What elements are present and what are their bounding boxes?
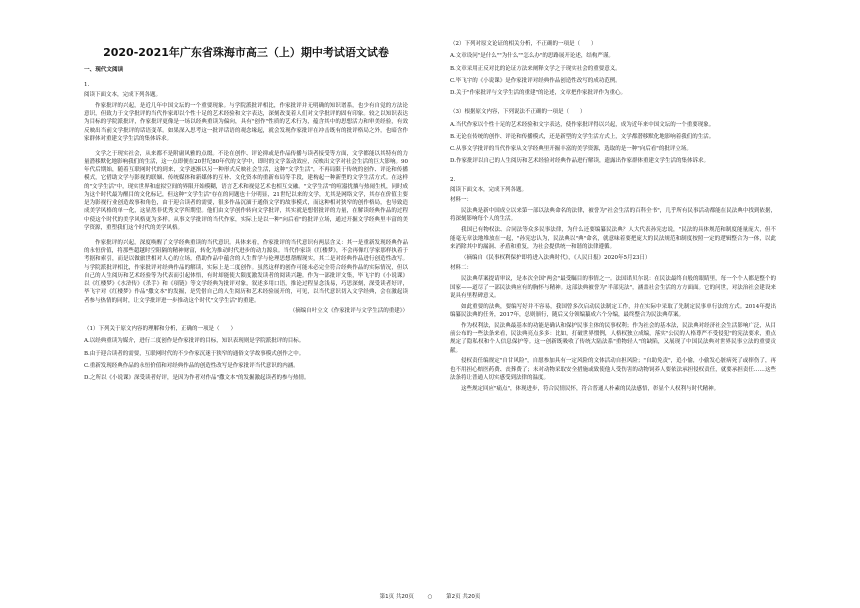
material-source: （摘编自《民事权利保护即将进入法典时代》，《人民日报》2020年5月23日） [461,254,651,261]
option-c[interactable]: C.重新发现经典作品的永恒价值和对经典作品的创造性改写是作家批评当代意识的内涵。 [84,362,299,369]
material-label: 材料二： [450,265,473,272]
page-divider-icon: ○ [427,594,433,600]
page-number-right: 第2页 共20页 [446,594,481,600]
option-c[interactable]: C.从事文学批评的当代作家从文学经典里开掘丰富的美学资源，选取的是一种"向后看"的批评立场。 [450,146,692,152]
right-page [427,0,860,608]
material-paragraph: 这些规定回应"痛点"，体现进步，符合民情民怀，符合普通人朴素的民法感悟，彰显个人权利与时代精神。 [461,385,720,392]
option-a[interactable]: A.当代作家以个性十足的艺术经验和文字表达，使作家批评得以兴起，成为近年来中国文坛的一个重要现象。 [450,121,715,128]
passage-source: （摘编自叶立文《作家批评与文学生活的重建》） [289,308,408,315]
page-number-left: 第1页 共20页 [379,594,414,600]
passage-paragraph: 作家批评的兴起，是近几年中国文坛的一个重要现象。与学院派批评相比，作家批评并无明确的知识谱系，也少有自觉的方法论意识，但致力于文学批评的当代作家却以个性十足的艺术经验和文字表达，深刻改变着人们对文学批评的固有印象。较之以知识表达为目标的学院派批评，作家批评更像是一场以经典重读为偏向，具有"创作"性质的艺术行为，蕴含其中的思想活力和审美经验，有效反映出当前文学批评的话语变革。如果深入思考这一批评话语的观念缘起，就会发现作家批评在冲击既有的批评格局之外，也暗含作家群体对重建文学生活的集体诉求。 [84,102,408,142]
material-paragraph: 民法典草案提请审议，是本次全国"两会"最受瞩目的事情之一。法国诺贝尔说：在民法最终自般的眼睛里，每一个个人都是整个的国家——道尽了一部民法典应有的胸怀与精神。这部法典被誉为"半部宪法"，涵盖社会生活的方方面面。它的问世，对法治社会建设来说具有里程碑意义。 [450,276,776,299]
section-heading: 一、现代文阅读 [84,67,124,73]
option-a[interactable]: A.以经典重读为媒介，进行二度创作是作家批评的目标，知识表现则是学院派批评的目标。 [84,338,305,345]
page-footer [0,592,860,600]
passage-paragraph: 作家批评的兴起，深度唤醒了文学经典重读的当代意识。具体来看，作家批评的当代意识有两层含义：其一是重新发现经典作品的永恒价值，将那些超越时空阻隔的精神财富，转化为推动时代进步的动力源泉。当代作家读《红楼梦》，不会再像红学家那样执着于考据和索引，而是以做旅世相对人心的立场，借助作品中蕴含的人生哲学与伦理思想帮醒现实，其二是对经典作品进行创造性改写。与学院派批评相比，作家批评对经典作品的解读，实际上是二度创作。虽然这样的创作可能未必完全符合经典作品的实际情况，但以自己的人生阅历和艺术经验等为代表而引起体悟，有时却能使大限度激发读者的阅读兴趣。作为一部批评文集，毕飞宇的《小说课》以《红楼梦》《水浒传》《杀手》和《项链》等文学经典为批评对象，叙述多用口语，推论过程显念浅易，巧思深刻，深受读者好评，毕飞宇对《红楼梦》作品"撒文本"的发掘，是凭借自己的人生阅历和艺术经验展开的，可见，以当代意识切入文学经典，会在激起读者参与热情的同时，让文学批评进一步推动这个时代"文学生活"的重建。 [84,239,408,304]
material-paragraph: 民法典是新中国成立以来第一部以法典命名的法律，被誉为"社会生活的百科全书"，几乎所有民事活动都能在民法典中找到依据，将深刻影响每个人的生活。 [450,208,776,223]
material-label: 材料一： [450,197,473,204]
option-d[interactable]: D.关于"作家批评与文学生活的重建"的论述，文章把作家批评作为重心。 [450,90,627,96]
option-d[interactable]: D.之所以《小说课》深受读者好评，是因为作者对作品"撒文本"的发掘激起读者的参与热情。 [84,375,310,382]
material-paragraph: 如此重要的法典，要编写好并不容易，我国曾多次启动民法制定工作，并在实际中采取了先制定民事单行法的方式。2014年提出编纂民法典的任务，2017年，总则颁行，随后又分领编纂成六个分编，最终整合为民法典草案。 [450,303,776,318]
option-d[interactable]: D.作家批评以自己的人生阅历和艺术经验对经典作品进行解读，遗露出作家群体重建文学生活的集体诉求。 [450,158,709,165]
question-stem: （2）下列对原文论证的相关分析，不正确的一项是（ ） [450,41,597,47]
option-b[interactable]: B.由于迎合读者的需要，互联网时代的不少作家沉迷于狭窄的通俗文学故事模式创作之中。 [84,350,305,357]
material-paragraph: 我国已有物权法、合同法等众多民事法律，为什么还要编纂民法典？人大代表孙宪忠说，"民法的具体规范和制度能量庞大，但不能毫无章法地堆放在一起，"孙宪忠认为，民法典以"典"命名，就意味着要把庞大的民法规范和制度按照一定的逻辑整合为一体，以此来消除其中的漏洞、矛盾和重复，为社会提供统一和谐的法律遵循。 [450,227,776,250]
question-stem: （1）下列关于原文内容的理解和分析，正确的一项是（ ） [84,326,237,333]
option-a[interactable]: A.文章设问"是什么""为什么""怎么办"的思路展开论述，结构严谨。 [450,53,614,60]
instruction: 阅读下面文本，完成下列各题。 [84,92,162,98]
option-c[interactable]: C.毕飞宇的《小说课》是作家批评对经典作品创造性改写的成功范例。 [450,77,621,84]
question-stem: （3）根据原文内容，下列说法不正确的一项是（ ） [450,109,586,116]
option-b[interactable]: B.文章采用正反对比的论证方法来阐释文学之于现实社会的重要意义。 [450,65,621,72]
material-paragraph: 侵权责任编规定"自甘风险"，自愿参加具有一定风险的文体活动自担风险；"自助免责"，追小偷，小偷发心脏病死了或摔伤了，再也不用担心赔医药费、丧葬费了；未对动物采取安全措施或致使他人受伤害的动物饲养人要依法承担侵权责任，就要承担责任……这些法条将让普通人切实感受到法律的温度。 [450,358,776,381]
passage-paragraph: 文学之于现实社会，从来都不是附庸风雅的点缀。不论在创作、评论抑或是作品传播与读者接受等方面，文学都能以其特有的力量潜移默化地影响我们的生活，这一点即便在20世纪80年代的文学中，即时的文学轰动效应，反映出文学对社会生活的巨大影响。90年代后期始，随着互联网时代的到来，文学逐渐以另一种形式反映社会生活，这种"文学生活"，不再局限于传统的创作、评论和传播模式，它借助文学与影视的联姻、传统媒体和新媒体的互补、文化资本的重新布局等手段，建构起一种新型的文学生活方式。在这样的"文学生活"中，现实世界和虚拟空间的界限开始模糊，语言艺术和视觉艺术也相互交融。"文学生活"的喧嚣扰攘与热闹生机，同时成为这个时代最为醒目的文化标记，但这种"文学生活"存在的问题也十分明显，21世纪以来的文学，尤其是网络文学，其存在价值主要是为影视行业创造故事和角色，由于迎合读者的需要，很多作品沉湎于通俗文学的故事模式，而这种相对狭窄的创作格局，也导致造成美学风格的单一化，这显然非优秀文学所期望。他们由文学创作转向文学批评，其实就是想借批评的力量，在解读经典作品的过程中使这个时代的美学风格更为多样。从事文学批评的当代作家，实际上是以一种"向后看"的批评立场，通过开掘文学经典里丰富的美学资源，重塑我们这个时代的美学风格。 [84,150,408,231]
page-title: 2020-2021年广东省珠海市高三（上）期中考试语文试卷 [103,46,389,59]
instruction: 阅读下面文本，完成下列各题。 [450,186,528,193]
question-number: 1. [84,82,90,88]
option-b[interactable]: B.无论在传统的创作、评论和传播模式，还是新型的文学生活方式上，文学都潜移默化地影响着我们的生活。 [450,133,715,140]
question-number: 2. [450,176,456,183]
material-paragraph: 作为权利法，民法典最基本的功能是确认和保护民事主体的民事权利；作为社会的基本法，民法典对经济社会生活影响广泛，从目前公布的一些法条来看，民法典亮点多多：比如，打破世界惯例，人格权独立成编，落实"公民的人格尊严不受侵犯"的宪法要求，重点规定了隐私权和个人信息保护等。这一创新既吸收了传统大陆法系"重物轻人"的缺陷，又展现了中国民法典对世界民事立法的重要贡献。 [450,322,776,354]
